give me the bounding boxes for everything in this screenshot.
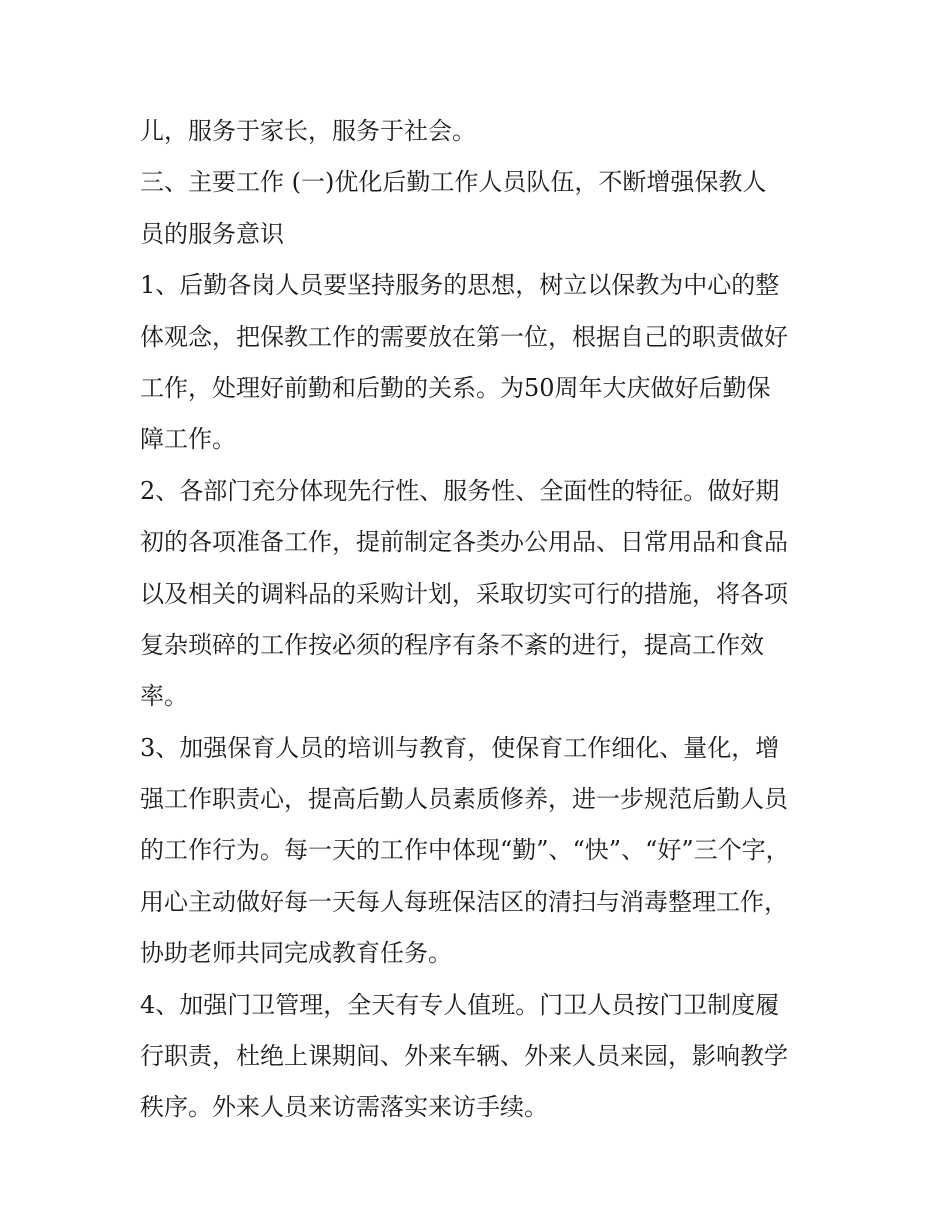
document-body (140, 106, 830, 1134)
text-line: 2、各部门充分体现先行性、服务性、全面性的特征。做好期 (140, 476, 780, 505)
text-line: 障工作。 (140, 425, 236, 454)
text-line: 协助老师共同完成教育任务。 (140, 939, 452, 968)
text-line: 1、后勤各岗人员要坚持服务的思想，树立以保教为中心的整 (140, 271, 780, 300)
text-line: 初的各项准备工作，提前制定各类办公用品、日常用品和食品 (140, 528, 788, 557)
text-line: 员的服务意识 (140, 219, 284, 248)
text-line: 用心主动做好每一天每人每班保洁区的清扫与消毒整理工作， (140, 887, 788, 916)
text-line: 复杂琐碎的工作按必须的程序有条不紊的进行，提高工作效 (140, 630, 764, 659)
text-line: 体观念，把保教工作的需要放在第一位，根据自己的职责做好 (140, 322, 788, 351)
text-line: 三、主要工作 (一)优化后勤工作人员队伍，不断增强保教人 (140, 168, 767, 197)
text-line: 工作，处理好前勤和后勤的关系。为50周年大庆做好后勤保 (140, 373, 771, 402)
text-line: 秩序。外来人员来访需落实来访手续。 (140, 1093, 548, 1122)
text-line: 4、加强门卫管理，全天有专人值班。门卫人员按门卫制度履 (140, 990, 780, 1019)
text-line: 的工作行为。每一天的工作中体现“勤”、“快”、“好”三个字， (140, 836, 790, 865)
text-line: 儿，服务于家长，服务于社会。 (140, 117, 476, 145)
text-line: 强工作职责心，提高后勤人员素质修养，进一步规范后勤人员 (140, 785, 788, 814)
text-line: 率。 (140, 682, 188, 711)
text-line: 3、加强保育人员的培训与教育，使保育工作细化、量化，增 (140, 733, 780, 762)
text-line: 以及相关的调料品的采购计划，采取切实可行的措施，将各项 (140, 579, 788, 608)
text-line: 行职责，杜绝上课期间、外来车辆、外来人员来园，影响教学 (140, 1042, 788, 1071)
